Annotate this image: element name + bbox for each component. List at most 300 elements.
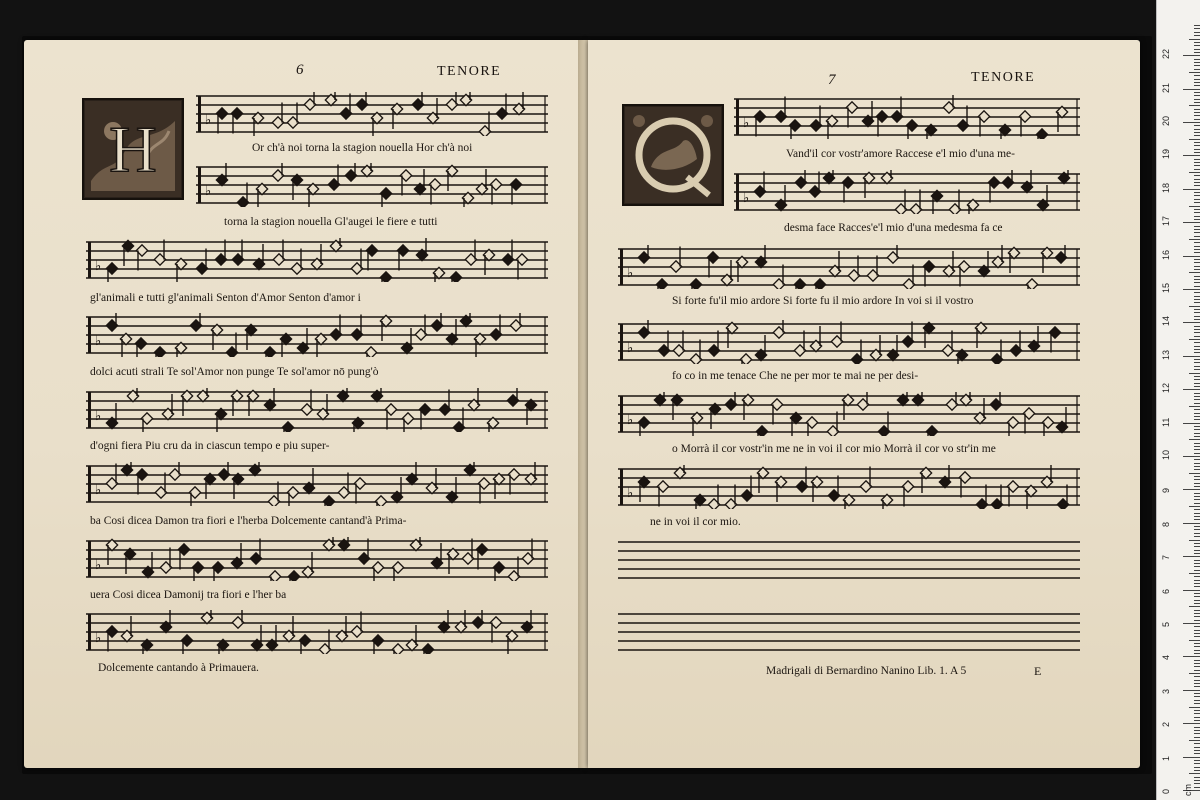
ruler-mm-tick: [1194, 95, 1200, 96]
staff-lines: [86, 610, 548, 654]
note: [638, 417, 649, 436]
ruler-mm-tick: [1194, 299, 1200, 300]
note: [975, 322, 986, 348]
ruler-mm-tick: [1194, 553, 1200, 554]
ruler-mm-tick: [1194, 312, 1200, 313]
staff-right-1: [734, 95, 1080, 139]
ruler-mm-tick: [1194, 550, 1200, 551]
note: [192, 562, 203, 581]
note: [974, 398, 985, 424]
ruler-mm-tick: [1194, 326, 1200, 327]
note: [658, 331, 669, 357]
note: [479, 112, 490, 137]
ruler-mm-tick: [1194, 733, 1200, 734]
note: [508, 557, 519, 582]
ruler-cm-tick: [1183, 556, 1200, 557]
note: [272, 103, 283, 129]
clef-mark: [88, 614, 91, 650]
staff-lines: [86, 313, 548, 357]
ruler-mm-tick: [1194, 82, 1200, 83]
note: [323, 537, 334, 551]
right-page-number: 7: [828, 72, 836, 88]
note: [330, 238, 341, 252]
note: [755, 335, 766, 361]
ruler-mm-tick: [1194, 349, 1200, 350]
ruler-mm-tick: [1189, 239, 1200, 240]
note: [162, 394, 173, 420]
ruler-mm-tick: [1189, 373, 1200, 374]
note: [232, 610, 243, 628]
ruler-mm-tick: [1194, 696, 1200, 697]
ruler-mm-tick: [1194, 446, 1200, 447]
note: [121, 616, 132, 642]
note: [775, 476, 786, 502]
ruler-mm-tick: [1194, 763, 1200, 764]
ruler-mm-tick: [1189, 406, 1200, 407]
ruler-cm-tick: [1183, 590, 1200, 591]
ruler-mm-tick: [1194, 453, 1200, 454]
ruler-mm-tick: [1194, 319, 1200, 320]
note: [920, 467, 931, 493]
ruler-mm-tick: [1194, 229, 1200, 230]
note: [340, 94, 351, 120]
note: [478, 478, 489, 504]
note: [401, 328, 412, 354]
note: [957, 106, 968, 132]
ruler-mm-tick: [1194, 496, 1200, 497]
note: [831, 322, 842, 348]
page-footer: Madrigali di Bernardino Nanino Lib. 1. A 5: [766, 665, 967, 677]
note: [775, 97, 786, 123]
note: [365, 347, 376, 357]
ruler-label: 1: [1161, 755, 1171, 761]
note: [902, 481, 913, 507]
ruler-mm-tick: [1194, 596, 1200, 597]
note: [106, 626, 117, 652]
staff-lines: [86, 537, 548, 581]
note: [1049, 327, 1060, 353]
note: [446, 477, 457, 503]
note: [828, 476, 839, 502]
note: [361, 163, 372, 177]
ruler-mm-tick: [1189, 673, 1200, 674]
ruler-mm-tick: [1194, 282, 1200, 283]
note: [264, 347, 275, 357]
note: [204, 473, 215, 499]
note: [483, 249, 494, 275]
right-voice-label: TENORE: [971, 70, 1036, 85]
note: [415, 315, 426, 341]
ruler-mm-tick: [1194, 246, 1200, 247]
ruler-mm-tick: [1194, 352, 1200, 353]
note: [740, 354, 751, 364]
ruler-mm-tick: [1194, 119, 1200, 120]
note: [726, 322, 737, 348]
ruler-mm-tick: [1194, 499, 1200, 500]
note: [297, 328, 308, 354]
ruler-mm-tick: [1194, 613, 1200, 614]
note: [809, 172, 820, 198]
ruler-mm-tick: [1194, 760, 1200, 761]
ruler-mm-tick: [1194, 753, 1200, 754]
note: [522, 539, 533, 565]
staff-lines: [86, 238, 548, 282]
note: [496, 94, 507, 120]
ruler-mm-tick: [1194, 519, 1200, 520]
ruler-mm-tick: [1194, 503, 1200, 504]
ruler-mm-tick: [1194, 162, 1200, 163]
ruler-mm-tick: [1194, 159, 1200, 160]
staff-lines: [86, 462, 548, 506]
ruler-cm-tick: [1183, 656, 1200, 657]
note: [412, 92, 423, 110]
note: [397, 245, 408, 271]
note: [330, 315, 341, 341]
note: [773, 320, 784, 338]
note: [155, 473, 166, 499]
staff-lines: [618, 320, 1080, 364]
ruler-mm-tick: [1194, 152, 1200, 153]
note: [978, 251, 989, 277]
note: [476, 544, 487, 570]
lyric-right-6: ne in voi il cor mio.: [650, 516, 741, 528]
staff-left-7: [86, 537, 548, 581]
lyric-left-7: uera Cosi dicea Damonij tra fiori e l'her ba: [90, 589, 287, 601]
note: [674, 465, 685, 479]
ruler-label: 7: [1161, 555, 1171, 561]
note: [897, 392, 908, 406]
clef-mark: [88, 317, 91, 353]
note: [464, 462, 475, 476]
note: [212, 562, 223, 581]
ruler-mm-tick: [1194, 135, 1200, 136]
note: [201, 610, 212, 624]
staff-left-3: [86, 238, 548, 282]
note: [414, 169, 425, 195]
note: [419, 404, 430, 430]
note: [356, 92, 367, 110]
note: [291, 249, 302, 275]
ruler-mm-tick: [1194, 195, 1200, 196]
note: [708, 485, 719, 510]
note: [273, 240, 284, 266]
note: [178, 544, 189, 570]
note: [670, 247, 681, 273]
lyric-left-2: torna la stagion nouella Gl'augei le fiere e tutti: [224, 216, 438, 228]
staff-lines: [196, 163, 548, 207]
note: [516, 254, 527, 280]
ruler-mm-tick: [1194, 513, 1200, 514]
ruler-mm-tick: [1194, 216, 1200, 217]
woodcut-initial-q-icon: [625, 107, 721, 203]
note: [338, 537, 349, 551]
ruler-mm-tick: [1194, 249, 1200, 250]
ruler-mm-tick: [1194, 443, 1200, 444]
note: [493, 562, 504, 581]
note: [502, 240, 513, 266]
ruler-mm-tick: [1194, 142, 1200, 143]
ruler-mm-tick: [1194, 296, 1200, 297]
note: [878, 412, 889, 437]
note: [345, 163, 356, 181]
right-page: [588, 40, 1140, 768]
flat-sign: ♭: [205, 183, 212, 198]
note: [311, 244, 322, 270]
staff-right-4: [618, 320, 1080, 364]
ruler-mm-tick: [1194, 730, 1200, 731]
staff-lines: [618, 465, 1080, 509]
note: [216, 108, 227, 134]
initial-letter-right: Q: [672, 127, 674, 128]
note: [169, 462, 180, 480]
ruler-mm-tick: [1194, 469, 1200, 470]
note: [124, 548, 135, 574]
note: [303, 468, 314, 494]
ruler-mm-tick: [1194, 209, 1200, 210]
lyric-right-4: fo co in me tenace Che ne per mor te mai ne per desi-: [672, 370, 919, 382]
note: [943, 251, 954, 277]
staff-lines: [734, 95, 1080, 139]
ruler-cm-tick: [1183, 690, 1200, 691]
ruler-mm-tick: [1194, 426, 1200, 427]
note: [269, 571, 280, 581]
ruler-mm-tick: [1194, 115, 1200, 116]
ruler-mm-tick: [1194, 529, 1200, 530]
note: [354, 478, 365, 504]
ruler-mm-tick: [1194, 620, 1200, 621]
ruler-mm-tick: [1194, 686, 1200, 687]
note: [402, 413, 413, 432]
ruler-label: 6: [1161, 588, 1171, 594]
note: [870, 335, 881, 361]
note: [453, 408, 464, 433]
ruler-mm-tick: [1194, 252, 1200, 253]
note: [366, 245, 377, 271]
ruler-mm-tick: [1189, 139, 1200, 140]
note: [493, 473, 504, 499]
staff-lines: [734, 170, 1080, 214]
ruler-label: 3: [1161, 688, 1171, 694]
clef-mark: [88, 541, 91, 577]
ruler-mm-tick: [1194, 646, 1200, 647]
note: [721, 260, 732, 286]
note: [1002, 170, 1013, 188]
ruler-cm-tick: [1183, 122, 1200, 123]
note: [754, 172, 765, 198]
ruler-mm-tick: [1194, 396, 1200, 397]
note: [949, 190, 960, 215]
ruler-cm-tick: [1183, 256, 1200, 257]
note: [891, 97, 902, 123]
note: [472, 610, 483, 628]
staff-right-3: [618, 245, 1080, 289]
note: [135, 338, 146, 357]
note: [895, 190, 906, 215]
flat-sign: ♭: [627, 265, 634, 280]
ruler-mm-tick: [1194, 179, 1200, 180]
ruler-mm-tick: [1194, 586, 1200, 587]
ruler-mm-tick: [1194, 199, 1200, 200]
ruler-mm-tick: [1194, 262, 1200, 263]
staff-left-6: [86, 462, 548, 506]
clef-mark: [736, 99, 739, 135]
lyric-left-5: d'ogni fiera Piu cru da in ciascun tempo e piu super-: [90, 440, 330, 452]
note: [282, 422, 293, 432]
note: [427, 98, 438, 124]
note: [231, 390, 242, 416]
flat-sign: ♭: [95, 408, 102, 423]
ruler-mm-tick: [1189, 773, 1200, 774]
note: [673, 331, 684, 357]
ruler-mm-tick: [1194, 413, 1200, 414]
note: [391, 477, 402, 503]
ruler-mm-tick: [1194, 643, 1200, 644]
note: [857, 392, 868, 410]
ruler-mm-tick: [1194, 202, 1200, 203]
ruler-mm-tick: [1194, 600, 1200, 601]
ruler-mm-tick: [1194, 626, 1200, 627]
ruler-mm-tick: [1194, 342, 1200, 343]
ruler-mm-tick: [1194, 165, 1200, 166]
note: [272, 163, 283, 181]
note: [860, 467, 871, 493]
staff-lines: [618, 610, 1080, 654]
note: [328, 165, 339, 191]
ruler-mm-tick: [1189, 640, 1200, 641]
ruler-cm-tick: [1183, 523, 1200, 524]
ruler-mm-tick: [1194, 85, 1200, 86]
ruler-mm-tick: [1194, 563, 1200, 564]
ruler-mm-tick: [1194, 743, 1200, 744]
note: [422, 644, 433, 654]
ruler-mm-tick: [1194, 429, 1200, 430]
note: [392, 644, 403, 654]
note: [1055, 245, 1066, 263]
ruler-mm-tick: [1194, 419, 1200, 420]
note: [756, 426, 767, 436]
ruler-mm-tick: [1194, 693, 1200, 694]
staff-lines: [618, 245, 1080, 289]
note: [232, 473, 243, 499]
ruler-mm-tick: [1194, 787, 1200, 788]
ruler-mm-tick: [1194, 777, 1200, 778]
note: [988, 177, 999, 203]
note: [654, 392, 665, 406]
ruler-mm-tick: [1189, 573, 1200, 574]
ruler-mm-tick: [1189, 206, 1200, 207]
ruler-mm-tick: [1189, 707, 1200, 708]
note: [380, 315, 391, 341]
note: [325, 92, 336, 106]
ruler-mm-tick: [1194, 42, 1200, 43]
ruler-mm-tick: [1194, 346, 1200, 347]
ruler-mm-tick: [1194, 175, 1200, 176]
ruler-mm-tick: [1194, 25, 1200, 26]
staff-right-6: [618, 465, 1080, 509]
note: [106, 403, 117, 429]
ruler-label: 10: [1161, 449, 1171, 460]
note: [741, 476, 752, 502]
note: [410, 537, 421, 551]
ruler-mm-tick: [1194, 780, 1200, 781]
note: [190, 313, 201, 331]
ruler-mm-tick: [1194, 483, 1200, 484]
note: [923, 322, 934, 348]
note: [426, 468, 437, 494]
ruler-mm-tick: [1194, 636, 1200, 637]
note: [106, 539, 117, 565]
note: [154, 240, 165, 266]
note: [291, 174, 302, 200]
ruler-mm-tick: [1194, 75, 1200, 76]
note: [796, 467, 807, 493]
note: [656, 279, 667, 289]
ruler-cm-tick: [1183, 155, 1200, 156]
ruler-mm-tick: [1194, 28, 1200, 29]
ruler-mm-tick: [1194, 493, 1200, 494]
note: [372, 562, 383, 581]
ruler-mm-tick: [1194, 459, 1200, 460]
note: [247, 390, 258, 416]
note: [946, 392, 957, 410]
note: [283, 616, 294, 642]
lyric-right-1: Vand'il cor vostr'amore Raccese e'l mio d'una me-: [786, 148, 1015, 160]
ruler-mm-tick: [1194, 302, 1200, 303]
note: [671, 394, 682, 420]
ruler-mm-tick: [1194, 433, 1200, 434]
note: [794, 331, 805, 357]
ruler-mm-tick: [1194, 466, 1200, 467]
ruler-mm-tick: [1194, 376, 1200, 377]
note: [736, 256, 747, 282]
note: [1036, 129, 1047, 139]
ruler-mm-tick: [1194, 212, 1200, 213]
clef-mark: [88, 466, 91, 502]
note: [1026, 279, 1037, 289]
staff-left-4: [86, 313, 548, 357]
note: [197, 388, 208, 402]
ruler-mm-tick: [1189, 439, 1200, 440]
ruler-mm-tick: [1194, 700, 1200, 701]
note: [211, 324, 222, 350]
ruler-mm-tick: [1194, 476, 1200, 477]
ruler-cm-tick: [1183, 222, 1200, 223]
note: [725, 392, 736, 410]
ruler-mm-tick: [1194, 292, 1200, 293]
note: [337, 388, 348, 402]
ruler-mm-tick: [1194, 79, 1200, 80]
ruler-label: 11: [1161, 417, 1171, 427]
ruler-mm-tick: [1194, 463, 1200, 464]
ruler-mm-tick: [1194, 332, 1200, 333]
ruler-mm-tick: [1194, 409, 1200, 410]
note: [862, 101, 873, 127]
note: [508, 469, 519, 495]
staff-right-2: [734, 170, 1080, 214]
ruler-mm-tick: [1194, 399, 1200, 400]
clef-mark: [736, 174, 739, 210]
ruler-mm-tick: [1194, 683, 1200, 684]
note: [250, 539, 261, 565]
ruler-label: 14: [1161, 316, 1171, 327]
flat-sign: ♭: [743, 190, 750, 205]
note: [848, 256, 859, 282]
ruler-mm-tick: [1189, 506, 1200, 507]
ruler-mm-tick: [1194, 593, 1200, 594]
clef-mark: [198, 96, 201, 132]
note: [823, 170, 834, 184]
note: [510, 179, 521, 205]
